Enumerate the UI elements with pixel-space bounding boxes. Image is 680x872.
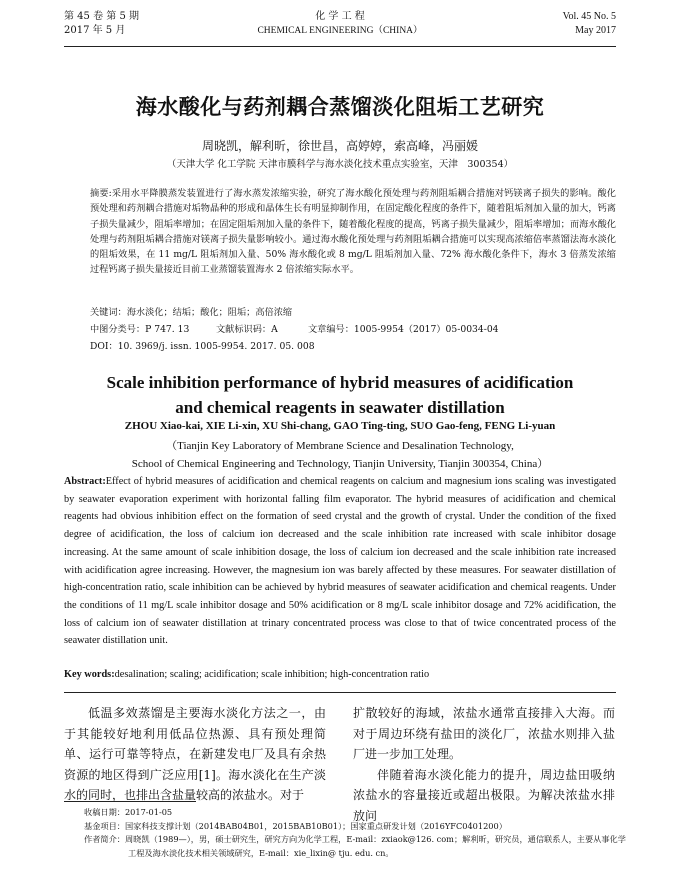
funding-info: 基金项目：国家科技支撑计划（2014BAB04B01，2015BAB10B01）；国家重点研发计划（2016YFC0401200）: [84, 820, 507, 831]
paper-title-en-line2: and chemical reagents in seawater distillation: [175, 398, 505, 417]
author-intro-continued: 工程及海水淡化技术相关领域研究，E-mail：xie_lixin@ tju. edu. cn。: [128, 847, 394, 858]
authors-en: ZHOU Xiao-kai, XIE Li-xin, XU Shi-chang, GAO Ting-ting, SUO Gao-feng, FENG Li-yuan: [124, 420, 556, 432]
date-cn: 2017 年 5 月: [64, 25, 126, 36]
abstract-en: [64, 473, 616, 650]
section-divider: [64, 692, 616, 693]
body-paragraph: 扩散较好的海域，浓盐水通常直接排入大海。而对于周边环绕有盐田的淡化厂，浓盐水则排入盐厂进一步加工处理。: [353, 706, 615, 761]
running-header: [64, 10, 616, 47]
date-en: May 2017: [575, 25, 616, 36]
footnotes: [84, 806, 626, 860]
paper-title-en: [0, 370, 680, 420]
body-paragraph: 伴随着海水淡化能力的提升，周边盐田吸纳浓盐水的容量接近或超出极限。为解决浓盐水排放问: [353, 767, 615, 823]
clc-number: 中图分类号：P 747. 13: [90, 324, 190, 335]
paper-title-cn: 海水酸化与药剂耦合蒸馏淡化阻垢工艺研究: [135, 95, 545, 119]
abstract-cn: [90, 186, 616, 278]
author-intro: 作者简介：周晓凯（1989—），男，硕士研究生，研究方向为化学工程，E-mail：zxiaok@126. com；解利昕，研究员，通信联系人，主要从事化学: [84, 834, 626, 844]
affiliation-en-line1: （Tianjin Key Laboratory of Membrane Science and Desalination Technology,: [166, 440, 514, 452]
keywords-en-label: Key words:: [64, 669, 115, 680]
journal-name-en: CHEMICAL ENGINEERING（CHINA）: [257, 26, 423, 36]
abstract-cn-text: 采用水平降膜蒸发装置进行了海水蒸发浓缩实验，研究了海水酸化预处理与药剂阻垢耦合措施对钙镁离子损失的影响。酸化预处理和药剂耦合措施对垢物晶种的形成和晶体生长有明显抑制作用，在固定酸化程度的条件下，随着阻垢剂加入量的加大，钙离子损失量减少，阻垢率增加；在固定阻垢剂加入量的条件下，随着酸化程度的提高，钙离子损失量减少，阻垢率增加；而海水酸化处理与药剂阻垢耦合措施对镁离子损失量影响较小。通过海水酸化预处理与药剂阻垢耦合措施可以实现高浓缩倍率蒸馏法海水淡化的阻垢效果，在 11 mg/L 阻垢剂加入量、50% 海水酸化或 8 mg/L 阻垢剂加入量、72% 海水酸化条件下，海水 3 倍蒸发浓缩过程钙离子损失量接近目前工业蒸馏装置海水 2 倍浓缩实际水平。: [90, 188, 616, 276]
document-code: 文献标识码：A: [216, 324, 278, 335]
header-center: [64, 10, 616, 38]
affiliation-cn: （天津大学 化工学院 天津市膜科学与海水淡化技术重点实验室，天津 300354）: [166, 159, 514, 170]
abstract-cn-label: 摘要:: [90, 188, 112, 199]
header-right: [563, 10, 616, 38]
keywords-cn: 关键词：海水淡化；结垢；酸化；阻垢；高倍浓缩: [90, 307, 293, 318]
abstract-en-label: Abstract:: [64, 476, 106, 487]
authors-cn: 周晓凯，解利昕，徐世昌，高婷婷，索高峰，冯丽媛: [201, 139, 478, 153]
volume-issue-en: Vol. 45 No. 5: [562, 11, 616, 22]
keywords-en: [64, 669, 616, 680]
paper-title-en-line1: Scale inhibition performance of hybrid measures of acidification: [106, 373, 574, 392]
footnote-divider: [64, 801, 196, 802]
abstract-en-text: Effect of hybrid measures of acidification and chemical reagents on calcium and magnesium ions scaling was investigated by seawater evaporation experiment with horizontal falling film evaporator. The hybrid measures of acidification and chemical reagents had obvious inhibition effect on the formation of seed crystal and the growth of crystal. Under the condition of the fixed degree of acidification, the loss of calcium ion decreased and the scale inhibition rate increased with scale inhibitor dosage increasing. At the same amount of scale inhibition dosage, the loss of calcium ion decreased and the scale inhibition rate increased with acidification agree increasing. However, the magnesium ion was barely affected by these measures. For seawater distillation of high-concentration ratio, scale inhibition can be achieved by hybrid measures of seawater acidification and chemical reagents. Under the conditions of 11 mg/L scale inhibitor dosage and 50% acidification or 8 mg/L scale inhibitor dosage and 72% acidification, the loss of calcium ion of seawater distillation at trinary concentrated process was close to that of twice concentrated process of the seawater distillation unit.: [64, 476, 616, 647]
body-left-column: 低温多效蒸馏是主要海水淡化方法之一，由于其能较好地利用低品位热源、具有预处理简单、运行可靠等特点，在新建发电厂及具有余热资源的地区得到广泛应用[1]。海水淡化在生产淡水的同时，也排出含盐量较高的浓盐水。对于: [64, 706, 326, 802]
keywords-en-text: desalination; scaling; acidification; scale inhibition; high-concentration ratio: [114, 669, 430, 680]
journal-name-cn: 化 学 工 程: [315, 11, 365, 22]
doi: DOI：10. 3969/j. issn. 1005-9954. 2017. 05. 008: [90, 341, 315, 352]
affiliation-en: [0, 437, 680, 473]
article-number: 文章编号：1005-9954（2017）05-0034-04: [308, 324, 499, 335]
received-date: 收稿日期：2017-01-05: [84, 807, 173, 817]
volume-issue-cn: 第 45 卷 第 5 期: [64, 11, 139, 22]
affiliation-en-line2: School of Chemical Engineering and Technology, Tianjin University, Tianjin 300354, China）: [131, 458, 549, 470]
